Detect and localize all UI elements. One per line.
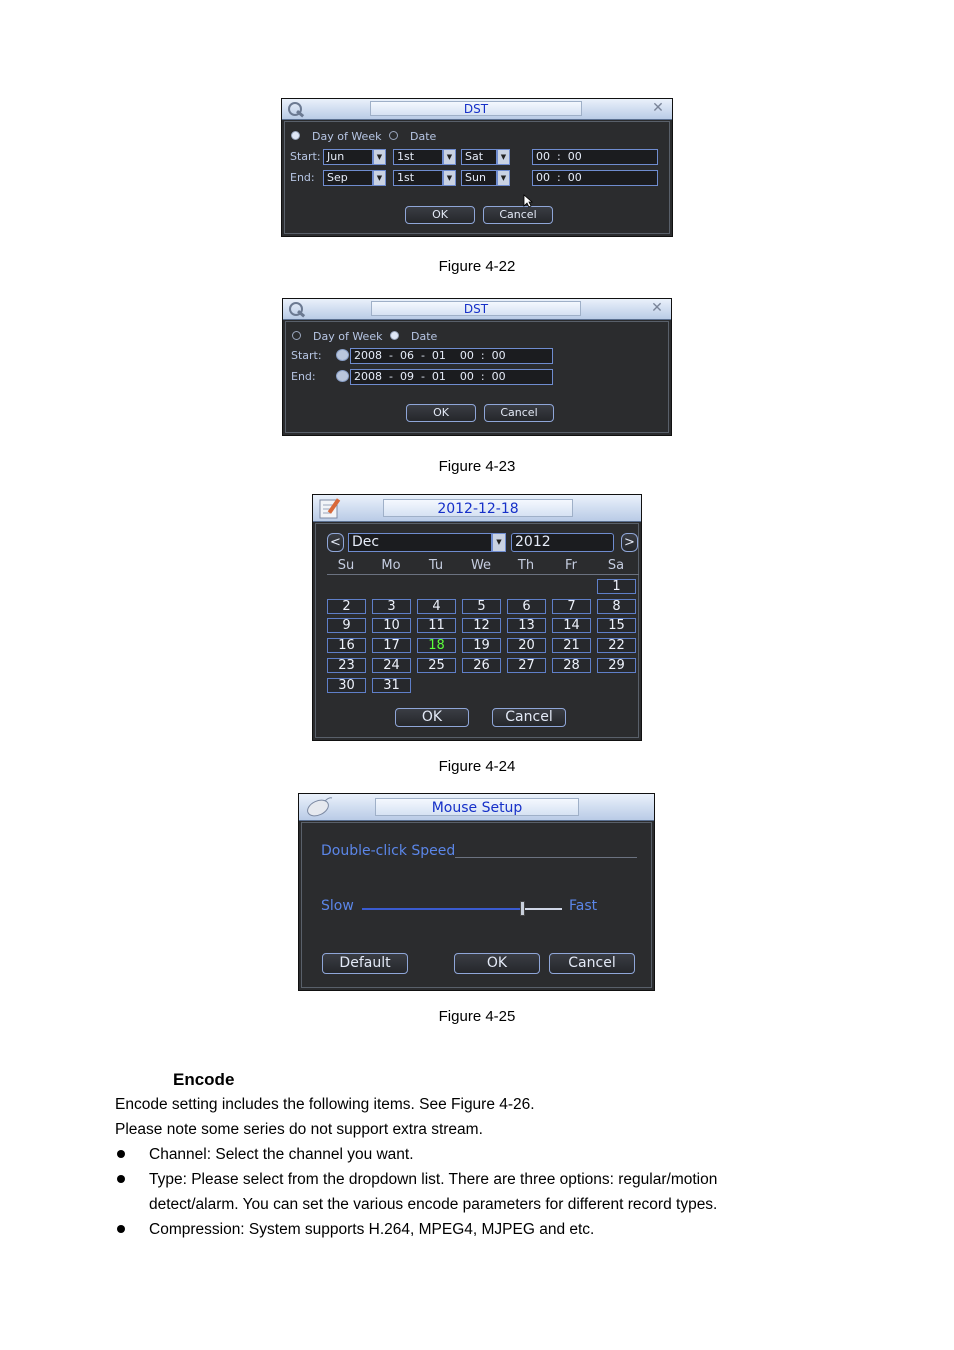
- radio-day-of-week[interactable]: [292, 331, 301, 340]
- end-label: End:: [291, 370, 316, 383]
- radio-date[interactable]: [389, 131, 398, 140]
- chevron-down-icon: ▼: [373, 170, 386, 186]
- start-label: Start:: [290, 150, 321, 163]
- calendar-day-1[interactable]: 1: [597, 579, 636, 594]
- calendar-day-16[interactable]: 16: [327, 638, 366, 653]
- bullet-compression: Compression: System supports H.264, MPEG4, MJPEG and etc.: [149, 1221, 595, 1238]
- dst-week-title: DST: [370, 101, 582, 116]
- notepad-icon: [317, 496, 343, 520]
- dst-date-titlebar: [283, 299, 671, 320]
- slow-label: Slow: [321, 898, 354, 914]
- chevron-down-icon: ▼: [497, 149, 510, 165]
- mouse-setup-titlebar: [299, 794, 654, 821]
- start-day-value: Sat: [461, 149, 497, 165]
- end-datetime-field[interactable]: 2008 - 09 - 01 00 : 00: [350, 369, 553, 385]
- start-time-field[interactable]: 00 : 00: [532, 149, 658, 165]
- bullet-type: Type: Please select from the dropdown list. There are three options: regular/motion: [149, 1171, 718, 1188]
- ok-button[interactable]: OK: [406, 404, 476, 422]
- calendar-body: [315, 523, 639, 738]
- close-icon[interactable]: ✕: [651, 300, 663, 316]
- start-week-value: 1st: [393, 149, 443, 165]
- weekday-divider: [327, 574, 639, 575]
- default-button[interactable]: Default: [322, 953, 408, 974]
- radio-day-of-week-label: Day of Week: [312, 130, 382, 143]
- paragraph-line-1: Encode setting includes the following items. See Figure 4-26.: [115, 1096, 535, 1113]
- calendar-day-10[interactable]: 10: [372, 618, 411, 633]
- calendar-day-31[interactable]: 31: [372, 678, 411, 693]
- end-month-select[interactable]: [323, 170, 386, 186]
- end-month-value: Sep: [323, 170, 373, 186]
- start-week-select[interactable]: [393, 149, 456, 165]
- caption-figure-4-23: Figure 4-23: [438, 458, 516, 475]
- mouse-setup-body: [301, 822, 652, 988]
- ok-button[interactable]: OK: [405, 206, 475, 224]
- weekday-we: We: [470, 558, 492, 573]
- calendar-day-29[interactable]: 29: [597, 658, 636, 673]
- weekday-tu: Tu: [428, 558, 444, 573]
- clock-icon[interactable]: [336, 349, 349, 361]
- speed-slider-thumb[interactable]: [520, 901, 525, 916]
- calendar-day-3[interactable]: 3: [372, 599, 411, 614]
- paragraph-line-2: Please note some series do not support extra stream.: [115, 1121, 483, 1138]
- calendar-day-11[interactable]: 11: [417, 618, 456, 633]
- clock-icon[interactable]: [336, 370, 349, 382]
- calendar-day-28[interactable]: 28: [552, 658, 591, 673]
- calendar-day-21[interactable]: 21: [552, 638, 591, 653]
- start-month-value: Jun: [323, 149, 373, 165]
- tools-icon: [287, 300, 309, 318]
- year-field[interactable]: 2012: [511, 533, 614, 552]
- calendar-dialog: [312, 494, 642, 741]
- double-click-speed-label: Double-click Speed: [321, 843, 456, 859]
- caption-figure-4-24: Figure 4-24: [438, 758, 516, 775]
- calendar-day-23[interactable]: 23: [327, 658, 366, 673]
- weekday-mo: Mo: [381, 558, 401, 573]
- calendar-day-24[interactable]: 24: [372, 658, 411, 673]
- section-heading: Encode: [173, 1070, 235, 1089]
- chevron-down-icon: ▼: [443, 149, 456, 165]
- speed-label-rule: [455, 857, 637, 858]
- end-day-value: Sun: [461, 170, 497, 186]
- calendar-day-27[interactable]: 27: [507, 658, 546, 673]
- chevron-down-icon: ▼: [497, 170, 510, 186]
- calendar-day-15[interactable]: 15: [597, 618, 636, 633]
- radio-date[interactable]: [390, 331, 399, 340]
- calendar-day-17[interactable]: 17: [372, 638, 411, 653]
- ok-button[interactable]: OK: [395, 708, 469, 727]
- bullet-dot: [117, 1225, 125, 1233]
- end-time-field[interactable]: 00 : 00: [532, 170, 658, 186]
- calendar-title: 2012-12-18: [383, 499, 573, 517]
- chevron-down-icon: ▼: [373, 149, 386, 165]
- cancel-button[interactable]: Cancel: [483, 206, 553, 224]
- cancel-button[interactable]: Cancel: [492, 708, 566, 727]
- prev-month-button[interactable]: <: [327, 533, 344, 552]
- calendar-day-6[interactable]: 6: [507, 599, 546, 614]
- fast-label: Fast: [569, 898, 598, 914]
- start-label: Start:: [291, 349, 322, 362]
- dst-week-titlebar: [282, 99, 672, 120]
- weekday-fr: Fr: [565, 558, 577, 573]
- calendar-day-22[interactable]: 22: [597, 638, 636, 653]
- next-month-button[interactable]: >: [621, 533, 638, 552]
- end-week-select[interactable]: [393, 170, 456, 186]
- weekday-th: Th: [517, 558, 535, 573]
- mouse-icon: [303, 795, 333, 819]
- calendar-day-25[interactable]: 25: [417, 658, 456, 673]
- cancel-button[interactable]: Cancel: [549, 953, 635, 974]
- mouse-setup-dialog: [298, 793, 655, 991]
- mouse-setup-title: Mouse Setup: [375, 798, 579, 816]
- calendar-day-19[interactable]: 19: [462, 638, 501, 653]
- radio-date-label: Date: [411, 330, 438, 343]
- weekday-sa: Sa: [607, 558, 625, 573]
- calendar-day-12[interactable]: 12: [462, 618, 501, 633]
- bullet-dot: [117, 1175, 125, 1183]
- calendar-day-7[interactable]: 7: [552, 599, 591, 614]
- calendar-day-30[interactable]: 30: [327, 678, 366, 693]
- calendar-day-20[interactable]: 20: [507, 638, 546, 653]
- calendar-day-8[interactable]: 8: [597, 599, 636, 614]
- end-week-value: 1st: [393, 170, 443, 186]
- bullet-dot: [117, 1150, 125, 1158]
- caption-figure-4-22: Figure 4-22: [438, 258, 516, 275]
- calendar-day-18[interactable]: 18: [417, 638, 456, 653]
- calendar-day-26[interactable]: 26: [462, 658, 501, 673]
- chevron-down-icon: ▼: [443, 170, 456, 186]
- dst-date-body: [285, 321, 669, 433]
- bullet-channel: Channel: Select the channel you want.: [149, 1146, 414, 1163]
- dst-week-dialog: [281, 98, 673, 237]
- weekday-su: Su: [337, 558, 355, 573]
- calendar-day-2[interactable]: 2: [327, 599, 366, 614]
- calendar-day-14[interactable]: 14: [552, 618, 591, 633]
- dst-date-dialog: [282, 298, 672, 436]
- end-day-select[interactable]: [461, 170, 510, 186]
- start-day-select[interactable]: [461, 149, 510, 165]
- calendar-day-9[interactable]: 9: [327, 618, 366, 633]
- dst-date-title: DST: [371, 301, 581, 316]
- month-value: Dec: [348, 533, 492, 552]
- tools-icon: [286, 100, 308, 118]
- start-month-select[interactable]: [323, 149, 386, 165]
- caption-figure-4-25: Figure 4-25: [438, 1008, 516, 1025]
- chevron-down-icon: ▼: [492, 533, 506, 552]
- end-label: End:: [290, 171, 315, 184]
- dst-week-body: [284, 121, 670, 234]
- radio-day-of-week-label: Day of Week: [313, 330, 383, 343]
- month-select[interactable]: [348, 533, 506, 552]
- speed-slider-fill: [362, 908, 522, 910]
- radio-date-label: Date: [410, 130, 437, 143]
- ok-button[interactable]: OK: [454, 953, 540, 974]
- calendar-day-13[interactable]: 13: [507, 618, 546, 633]
- close-icon[interactable]: ✕: [652, 100, 664, 116]
- cancel-button[interactable]: Cancel: [484, 404, 554, 422]
- calendar-day-5[interactable]: 5: [462, 599, 501, 614]
- mouse-cursor-icon: [523, 194, 533, 208]
- start-datetime-field[interactable]: 2008 - 06 - 01 00 : 00: [350, 348, 553, 364]
- radio-day-of-week[interactable]: [291, 131, 300, 140]
- calendar-day-4[interactable]: 4: [417, 599, 456, 614]
- calendar-titlebar: [313, 495, 641, 522]
- bullet-type-continued: detect/alarm. You can set the various encode parameters for different record types.: [149, 1196, 718, 1213]
